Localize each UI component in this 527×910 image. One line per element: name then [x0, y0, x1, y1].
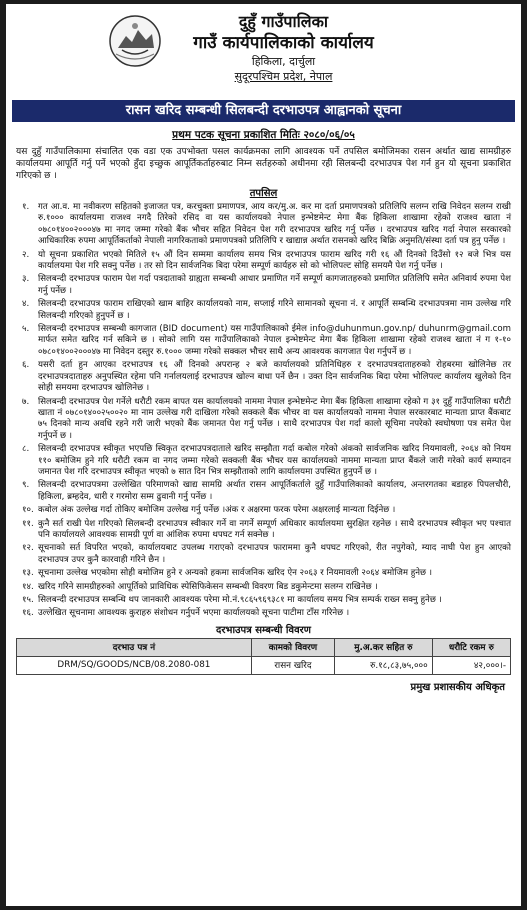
term-text: सिलबन्दी दरभाउपत्र सम्बन्धि थप जानकारी आवश्यक परेमा मो.नं.९८६५९६९३८१ मा कार्यालय समय भित्र सम्पर्क राख्न सक्नु हुनेछ ।: [38, 595, 442, 605]
intro-paragraph: यस दुहुँ गाउँपालिकामा संचालित एक वडा एक उपभोक्ता पसल कार्यक्रमका लागि आवश्यक पर्ने तपसिल बमोजिमका रासन अर्थात खाद्य सामग्रीहरु कार्यालयमा आपूर्ति गर्नु पर्ने भएको हुँदा इच्छुक आपूर्तिकर्ताहरुबाट निम्न सर्तहरुको अधीनमा रही सिलबन्दी दरभाउपत्र पेश गर्न हुन यो सूचना प्रकाशित गरिएको छ ।: [16, 147, 511, 181]
term-number: २.: [22, 249, 30, 260]
term-text: सूचनामा उल्लेख भएकोमा सोही बमोजिम हुने र अन्यको हकमा सार्वजनिक खरिद ऐन २०६३ र नियमावली २०६४ बमोजिम हुनेछ ।: [38, 568, 433, 579]
term-text: सिलबन्दी दरभाउपत्र फाराम राखिएको खाम बाहिर कार्यालयको नाम, सप्लाई गरिने सामानको सूचना नं. र आपूर्ति सम्बन्धि दरभाउपत्रमा नाम उल्लेख गरि सिलबन्दी गरिएको हुनुपर्ने छ ।: [38, 299, 511, 321]
details-table: [16, 638, 511, 675]
term-number: ४.: [22, 299, 30, 310]
term-text: कबोल अंक उल्लेख गर्दा तोकिए बमोजिम उल्लेख गर्नु पर्नेछ ।अंक र अक्षरमा फरक परेमा अक्षरलाई मान्यता दिईनेछ ।: [38, 505, 396, 516]
term-number: ९.: [22, 480, 30, 491]
table-header-row: [17, 638, 511, 656]
province-name: सुदूरपश्चिम प्रदेश, नेपाल: [234, 70, 333, 83]
header: [16, 10, 511, 100]
term-item: [16, 505, 511, 516]
notice-paper: [6, 4, 521, 906]
term-item: [16, 250, 511, 273]
term-text: सिलबन्दी दरभाउपत्रमा उल्लेखित परिमाणको खाद्य सामग्रि अर्थात रासन आपूर्तिकर्ताले दुहुँ गाउँपालिकाको कार्यालय, अन्तरगतका बडाहरु पिपलचौरी, हिकिला, ब्रम्हदेव, धारी र गरमोरा सम्म ढुवानी गर्नु पर्नेछ ।: [38, 480, 511, 502]
term-item: [16, 274, 511, 297]
office-address: हिकिला, दार्चुला: [251, 55, 316, 68]
term-text: गत आ.व. मा नवीकरण सहितको इजाजत पत्र, करचुक्ता प्रमाणपत्र, आय कर/मु.अ. कर मा दर्ता प्रमाणपत्रको प्रतिलिपि सलग्न राखि निवेदन सलग्न राखी रु.१००० कार्यालयमा राजश्व नगदै तिरेको रसिद वा यस कार्यालयको नेपाल इन्भेष्टमेन्ट मेगा बैंक हिकिला शाखामा रहेको राजश्व खाता नं ०७८०१४००२०००४७ मा नगद जम्मा गरेको बैंक भौचर सहित निवेदन पेश गरी दरभाउपत्र खरिद गर्नु पर्नेछ । दरभाउपत्र खरिद गर्दा नेपाल सरकारको आधिकारिक रुपमा आपूर्तिकर्ताको नेपाली नागरिकताको प्रमाणपत्रको प्रतिलिपि र खाद्यान्न अर्थात रासनको खरिद बिक्रि अनुमति/संस्था दर्ता पत्र हुनु पर्नेछ ।: [38, 202, 511, 247]
term-item: [16, 397, 511, 443]
term-number: १३.: [22, 568, 34, 579]
publication-date: प्रथम पटक सूचना प्रकाशित मितिः २०८०/०६/०५: [172, 129, 355, 141]
term-item: [16, 568, 511, 579]
term-text: सिलबन्दी दरभाउपत्र पेश गर्नेले धरौटी रकम बापत यस कार्यालयको नाममा नेपाल इन्भेष्टमेन्ट मेगा बैंक हिकिला शाखामा रहेको ग ३१ दुहुँ गाउँपालिका धरौटी खाता नं ०७८०१४००२५००२० मा नाम उल्लेख गरी दाखिला गरेको सक्कले बैंक भौचर वा यस कार्यालयको नाममा नेपाल सरकारबाट मान्यता प्राप्त बैंकबाट ७५ दिनको मान्य अवधि रहने गरी जारी भएको बैंक जमानत पेश गर्नु पर्नेछ । साथै दरभाउपत्र पेश गर्दा कालो सूचिमा नपरेको स्वघोषणा पत्र समेत पेश गर्नुपर्ने छ ।: [38, 396, 511, 441]
term-item: [16, 202, 511, 248]
cell-deposit: ४२,०००।-: [432, 656, 510, 674]
term-number: १०.: [22, 505, 34, 516]
term-text: सिलबन्दी दरभाउपत्र सम्बन्धी कागजात (BID document) यस गाउँपालिकाको ईमेल info@duhunmun.gov.np/ duhunrm@gmail.com मार्फत समेत खरिद गर्न सकिने छ । सोको लागि यस गाउँपालिकाको नेपाल इन्भेष्टमेन्ट मेगा बैंक हिकिला शाखामा रहेको राजश्व खाता नं ग १-१० ०७८०१४००२०००४७ मा निवेदन दस्तुर रु.१००० जम्मा गरेको सक्कल भौचर साथै अन्य आवश्यक कागजात पेश गर्नुपर्ने छ ।: [38, 324, 511, 357]
term-number: ११.: [22, 518, 34, 529]
term-item: [16, 480, 511, 503]
term-text: उल्लेखित सूचनामा आवश्यक कुराहरु संशोधन गर्नुपर्ने भएमा कार्यालयको सूचना पाटीमा टाँस गरिनेछ ।: [38, 608, 350, 619]
term-number: ५.: [22, 324, 30, 335]
term-item: [16, 519, 511, 542]
term-text: यसरी दर्ता हुन आएका दरभाउपत्र १६ औं दिनको अपरान्ह २ बजे कार्यालयको प्रतिनिधिहरु र दरभाउपत्रदाताहरुको रोहबरमा खोलिनेछ तर दरभाउपत्रदाताहरु अनुपस्थित रहेमा पनि गर्नालयलाई दरभाउपत्र खोल्न बाधा पर्ने छैन । उक्त दिन सार्वजनिक बिदा परेमा भोलिपल्ट कार्यालय खुलेको दिन सोही समयमा दरभाउपत्र खोलिनेछ ।: [38, 360, 511, 394]
term-number: १६.: [22, 608, 34, 619]
term-number: ७.: [22, 396, 30, 407]
cell-work: रासन खरिद: [251, 656, 334, 674]
term-text: सूचनाको सर्त विपरित भएको, कार्यालयबाट उपलब्ध गराएको दरभाउपत्र फाराममा कुनै थपघट गरिएको, रीत नपुगेको, म्याद नाघी पेश हुन आएको दरभाउपत्र उपर कुनै कारवाही गरिने छैन ।: [38, 543, 511, 565]
term-number: १.: [22, 202, 30, 212]
term-number: १४.: [22, 581, 34, 592]
term-item: [16, 608, 511, 619]
term-text: सिलबन्दी दरभाउपत्र फाराम पेश गर्दा पत्रदाताको ग्राह्यता सम्बन्धी आधार प्रमाणित गर्ने सम्पूर्ण कागजातहरुको प्रमाणित प्रतिलिपि समेत अनिवार्य रुपमा पेश गर्नु पर्नेछ ।: [38, 274, 511, 296]
term-text: यो सूचना प्रकाशित भएको मितिले १५ औं दिन सम्ममा कार्यालय समय भित्र दरभाउपत्र फाराम खरिद गरी १६ औं दिनको दिउँसो १२ बजे भित्र यस कार्यालयमा पेश गरि सक्नु पर्नेछ । तर सो दिन सार्वजनिक बिदा परेमा सम्पूर्ण कार्यहरु सो को भोलिपल्ट सोहि समयमै पेश गर्नु पर्नेछ ।: [38, 249, 511, 272]
term-number: ६.: [22, 360, 30, 371]
cell-bid-no: DRM/SQ/GOODS/NCB/08.2080-081: [17, 656, 252, 674]
col-header-work: कामको विवरण: [251, 638, 334, 656]
municipality-name: दुहुँ गाउँपालिका: [238, 12, 329, 31]
term-item: [16, 444, 511, 478]
term-text: खरिद गरिने सामग्रीहरुको आपूर्तिको प्राविधिक स्पेसिफिकेसन सम्बन्धी विवरण बिड डकुमेन्टमा सलग्न राखिनेछ ।: [38, 581, 378, 592]
col-header-deposit: धरौटि रकम रु: [432, 638, 510, 656]
term-item: [16, 324, 511, 358]
notice-title-banner: रासन खरिद सम्बन्धी सिलबन्दी दरभाउपत्र आह्वानको सूचना: [12, 100, 515, 122]
terms-list: [16, 202, 511, 620]
term-item: [16, 595, 511, 606]
col-header-amount: मु.अ.कर सहित रु: [335, 638, 433, 656]
term-item: [16, 299, 511, 322]
table-row: [17, 656, 511, 674]
terms-heading: तपसिल: [249, 188, 278, 199]
term-text: सिलबन्दी दरभाउपत्र स्वीकृत भएपछि स्विकृत दरभाउपत्रदाताले खरिद सम्झौता गर्दा कबोल गरेको अंकको सार्वजनिक खरिद नियमावली, २०६४ को नियम ११० बमोजिम हुने गरि धरौटी रकम वा नगद जम्मा गरेको सक्कली बैंक भौचर यस कार्यालयको नाममा मान्यता प्राप्त बैंकले जारी गरेको कार्य सम्पादन जमानत पेश गरि दरभाउपत्र स्वीकृत भएको ७ सात दिन भित्र सम्झौताको लागि कार्यालयमा उपस्थित हुनुपर्ने छ ।: [38, 444, 511, 477]
term-number: ३.: [22, 274, 30, 285]
table-title: दरभाउपत्र सम्बन्धी विवरण: [216, 624, 311, 636]
cell-amount: रु.१८,८३,७५,०००: [335, 656, 433, 674]
term-number: १२.: [22, 543, 34, 554]
term-item: [16, 543, 511, 566]
term-number: १५.: [22, 595, 34, 605]
signatory: प्रमुख प्रशासकीय अधिकृत: [410, 681, 505, 693]
col-header-bid-no: दरभाउ पत्र नं: [17, 638, 252, 656]
term-number: ८.: [22, 444, 30, 455]
term-text: कुनै सर्त राखी पेश गरिएको सिलबन्दी दरभाउपत्र स्वीकार गर्ने वा नगर्ने सम्पूर्ण अधिकार कार्यालयमा सुरक्षित रहनेछ । साथै दरभाउपत्र स्वीकृत भए पश्चात पनि कार्यालयले आवश्यक सामग्री पूर्ण वा आंशिक रुपमा थपघट गर्न सक्नेछ ।: [38, 518, 511, 540]
term-item: [16, 360, 511, 394]
term-item: [16, 582, 511, 593]
office-name: गाउँ कार्यपालिकाको कार्यालय: [193, 33, 374, 53]
